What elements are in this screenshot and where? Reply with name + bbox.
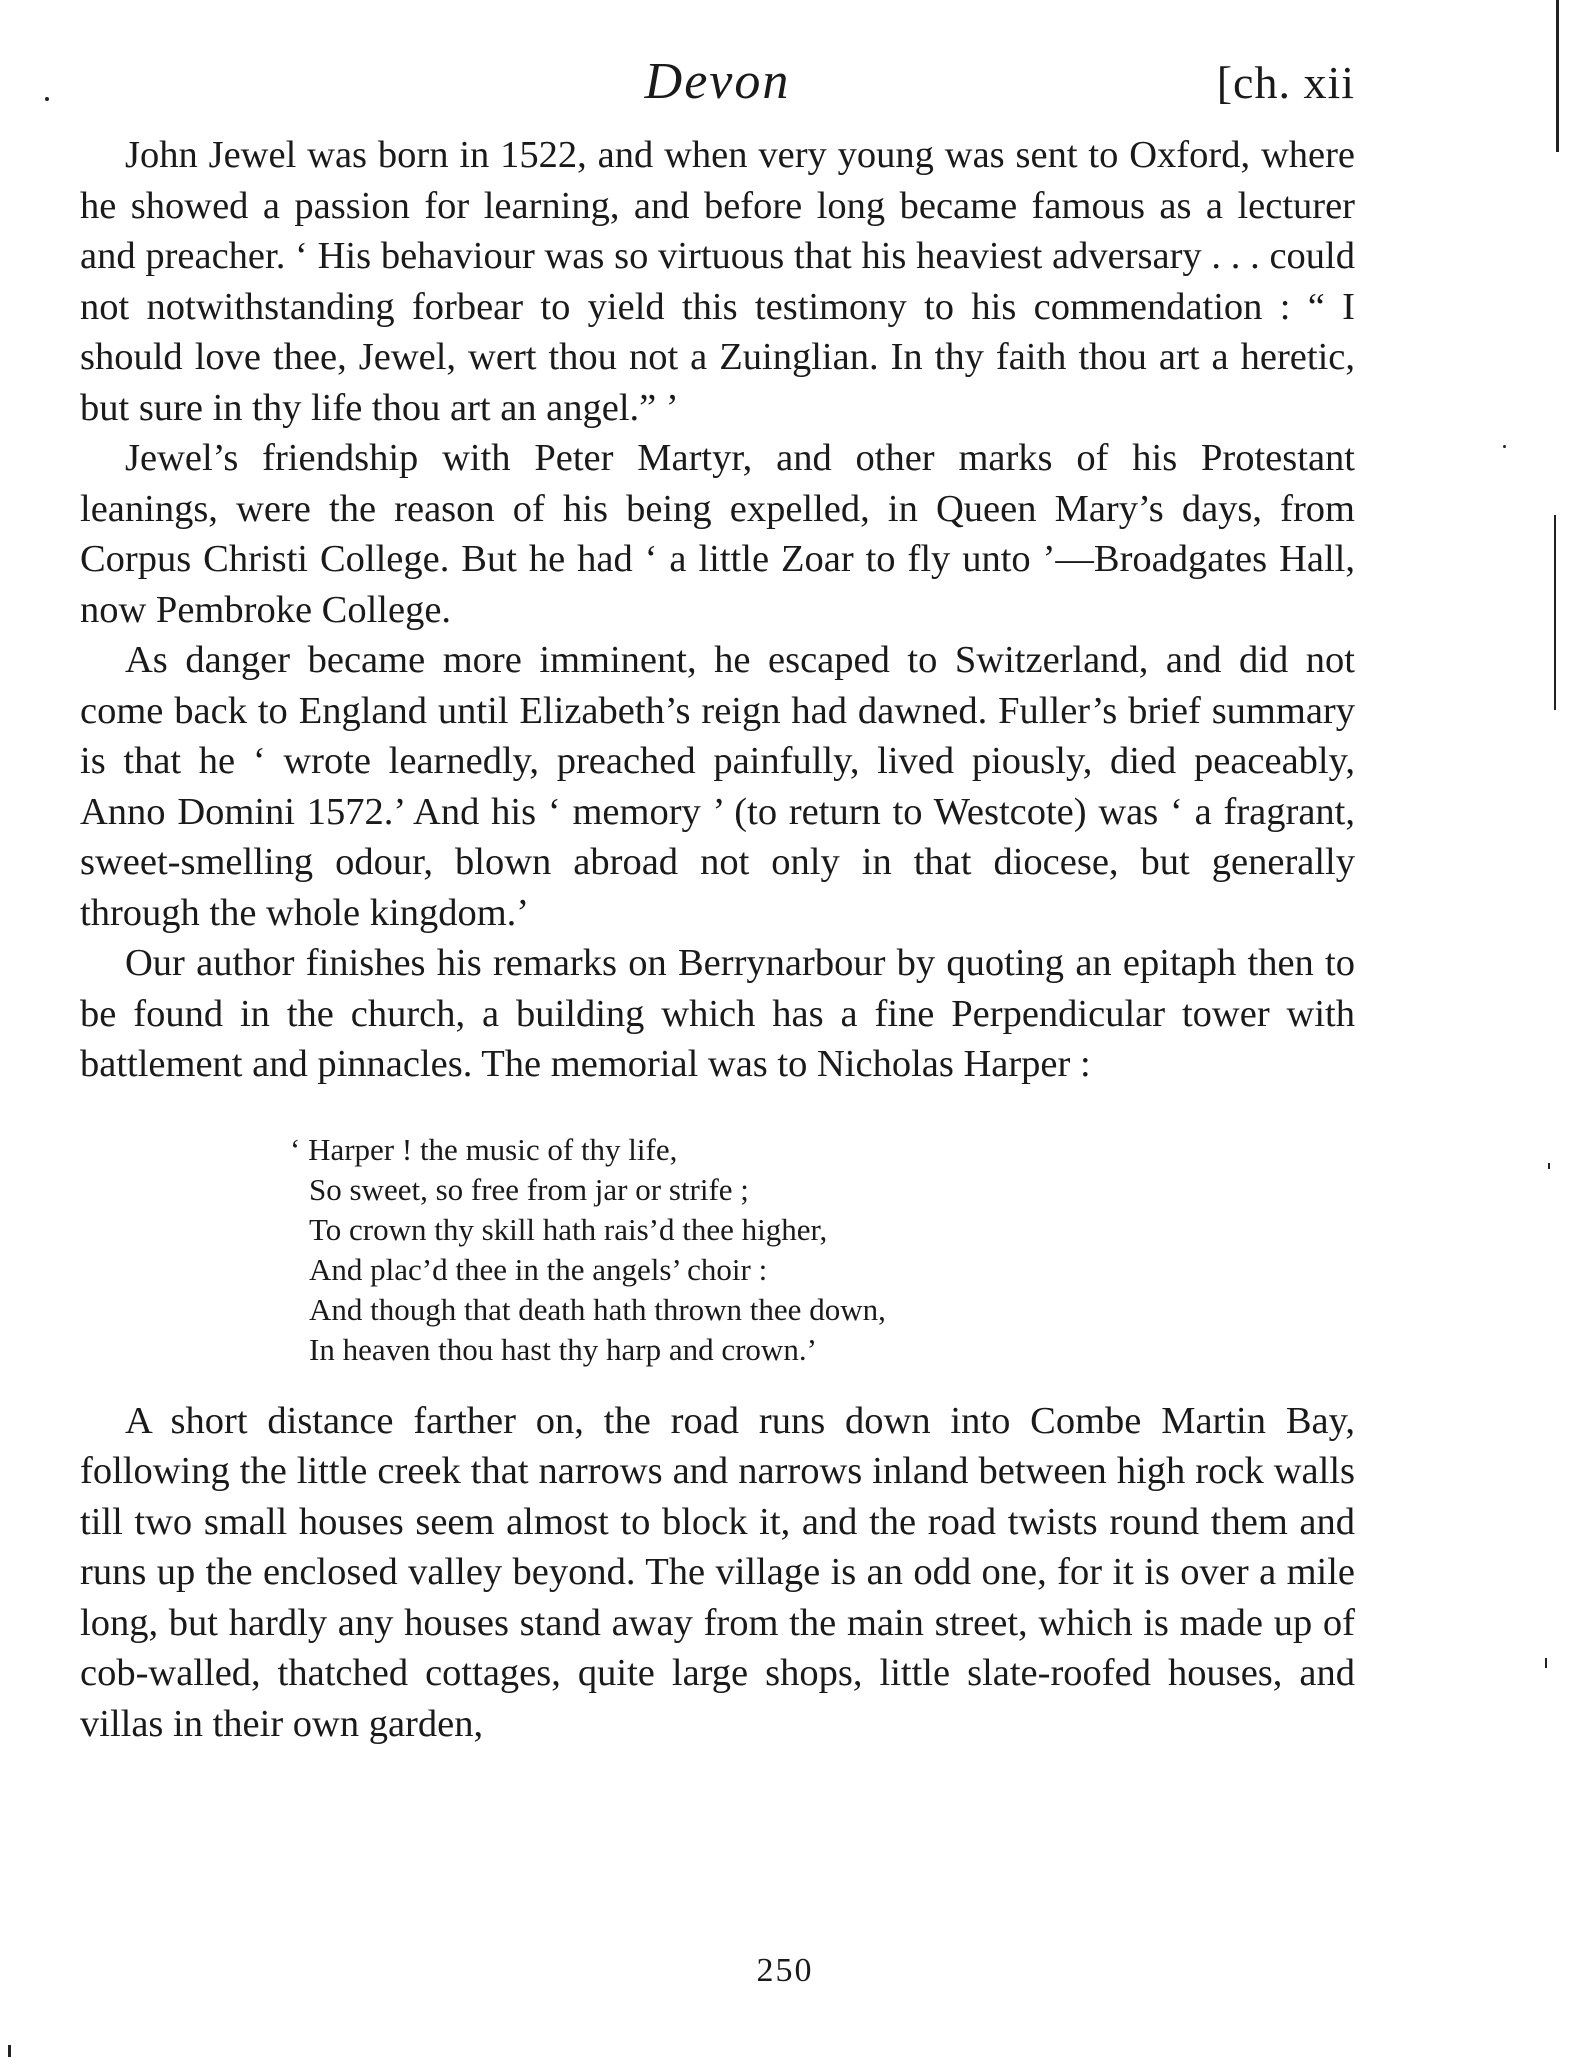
page-number: 250 [756,1952,814,1989]
epitaph-line: So sweet, so free from jar or strife ; [309,1171,749,1207]
epitaph-line: To crown thy skill hath rais’d thee higher, [309,1211,828,1247]
paragraph-jewel-exile: As danger became more imminent, he escaped to Switzerland, and did not come back to England until Elizabeth’s reign had dawned. Fuller’s brief summary is that he ‘ wrote learnedly, preached painfully, lived piously, died peaceably, Anno Domini 1572.’ And his ‘ memory ’ (to return to Westcote) was ‘ a fragrant, sweet-smelling odour, blown abroad not only in that diocese, but generally through the whole kingdom.’ [80,639,1355,934]
paragraph-jewel-birth: John Jewel was born in 1522, and when very young was sent to Oxford, where he showed a passion for learning, and before long became famous as a lecturer and preacher. ‘ His behaviour was so virtuous that his heaviest adversary . . . could not notwithstanding forbear to yield this testimony to his commendation : “ I should love thee, Jewel, wert thou not a Zuinglian. In thy faith thou art a heretic, but sure in thy life thou art an angel.” ’ [80,134,1355,429]
scan-dot [1503,445,1506,448]
epitaph-line: In heaven thou hast thy harp and crown.’ [309,1331,817,1367]
paragraph-jewel-expulsion: Jewel’s friendship with Peter Martyr, and other marks of his Protestant leanings, were the reason of his being expelled, in Queen Mary’s days, from Corpus Christi College. But he had ‘ a little Zoar to fly unto ’—Broadgates Hall, now Pembroke College. [80,437,1355,631]
scan-dot [45,97,49,101]
chapter-reference: [ch. xii [1216,57,1355,108]
running-header [80,52,1355,122]
epitaph-line: And plac’d thee in the angels’ choir : [309,1251,768,1287]
epitaph-line: And though that death hath thrown thee down, [309,1291,886,1327]
paragraph-combe-martin: A short distance farther on, the road runs down into Combe Martin Bay, following the little creek that narrows and narrows inland between high rock walls till two small houses seem almost to block it, and the road twists round them and runs up the enclosed valley beyond. The village is an odd one, for it is over a mile long, but hardly any houses stand away from the main street, which is made up of cob-walled, thatched cottages, quite large shops, little slate-roofed houses, and villas in their own garden, [80,1399,1355,1745]
scan-dot [1548,1163,1550,1169]
paragraph-epitaph-intro: Our author finishes his remarks on Berrynarbour by quoting an epitaph then to be found in the church, a building which has a fine Perpendicular tower with battlement and pinnacles. The memorial was to Nicholas Harper : [80,942,1355,1085]
scan-edge-line [1556,0,1559,152]
epitaph-verse [290,1130,1355,1370]
epitaph-line: ‘ Harper ! the music of thy life, [290,1131,678,1167]
running-title: Devon [644,53,791,110]
scan-dot [1545,1658,1547,1668]
scan-dot [8,2045,11,2057]
scan-edge-line [1554,515,1556,710]
body-text [80,130,1355,1749]
